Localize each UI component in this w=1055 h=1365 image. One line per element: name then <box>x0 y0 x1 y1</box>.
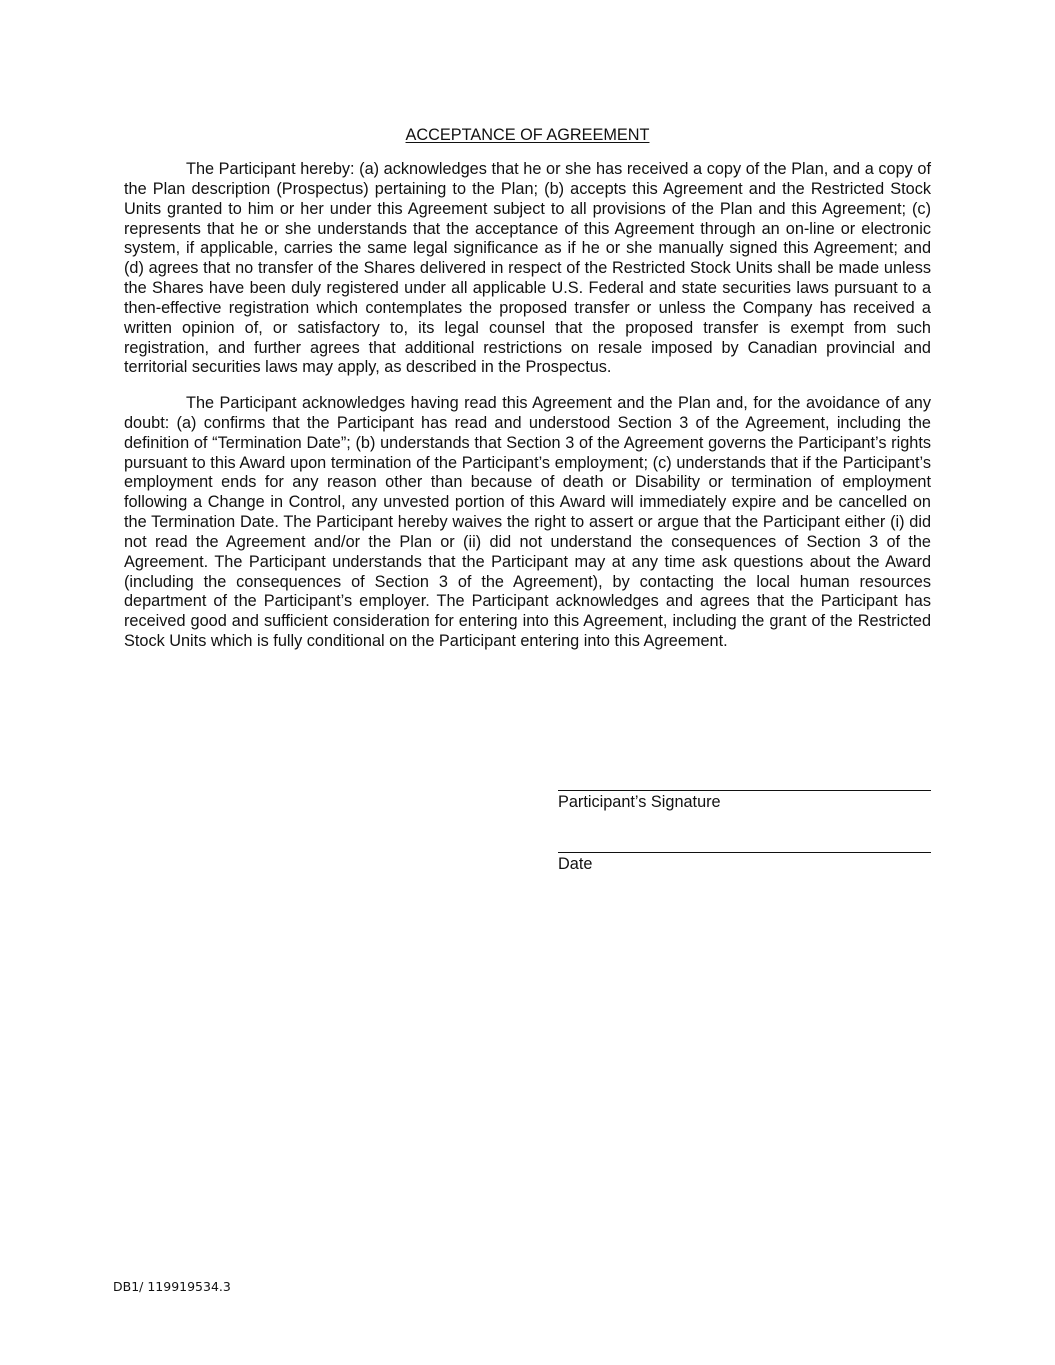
date-label: Date <box>558 855 593 873</box>
document-footer-id: DB1/ 119919534.3 <box>113 1279 231 1294</box>
page-title <box>0 125 1055 145</box>
acknowledgement-paragraph: The Participant acknowledges having read this Agreement and the Plan and, for the avoidance of any doubt: (a) confirms that the Participant has read and understood Section 3 of the Agreement, including the definition of “Termination Date”; (b) understands that Section 3 of the Agreement governs the Participant’s rights pursuant to this Award upon termination of the Participant’s employment; (c) understands that if the Participant’s employment ends for any reason other than because of death or Disability or termination of employment following a Change in Control, any unvested portion of this Award will immediately expire and be cancelled on the Termination Date. The Participant hereby waives the right to assert or argue that the Participant either (i) did not read the Agreement and/or the Plan or (ii) did not understand the consequences of Section 3 of the Agreement. The Participant understands that the Participant may at any time ask questions about the Award (including the consequences of Section 3 of the Agreement), by contacting the local human resources department of the Participant’s employer. The Participant acknowledges and agrees that the Participant has received good and sufficient consideration for entering into this Agreement, including the grant of the Restricted Stock Units which is fully conditional on the Participant entering into this Agreement. <box>124 394 931 651</box>
signature-label: Participant’s Signature <box>558 793 721 811</box>
signature-line <box>558 790 931 791</box>
date-block <box>558 852 931 874</box>
acceptance-paragraph: The Participant hereby: (a) acknowledges that he or she has received a copy of the Plan, and a copy of the Plan description (Prospectus) pertaining to the Plan; (b) accepts this Agreement and the Restricted Stock Units granted to him or her under this Agreement subject to all provisions of the Plan and this Agreement; (c) represents that he or she understands that the acceptance of this Agreement through an on-line or electronic system, if applicable, carries the same legal significance as if he or she manually signed this Agreement; and (d) agrees that no transfer of the Shares delivered in respect of the Restricted Stock Units shall be made unless the Shares have been duly registered under all applicable U.S. Federal and state securities laws pursuant to a then-effective registration which contemplates the proposed transfer or unless the Company has received a written opinion of, or satisfactory to, its legal counsel that the proposed transfer is exempt from such registration, and further agrees that additional restrictions on resale imposed by Canadian provincial and territorial securities laws may apply, as described in the Prospectus. <box>124 160 931 377</box>
title-text: ACCEPTANCE OF AGREEMENT <box>405 126 650 144</box>
date-line <box>558 852 931 853</box>
signature-block <box>558 790 931 812</box>
